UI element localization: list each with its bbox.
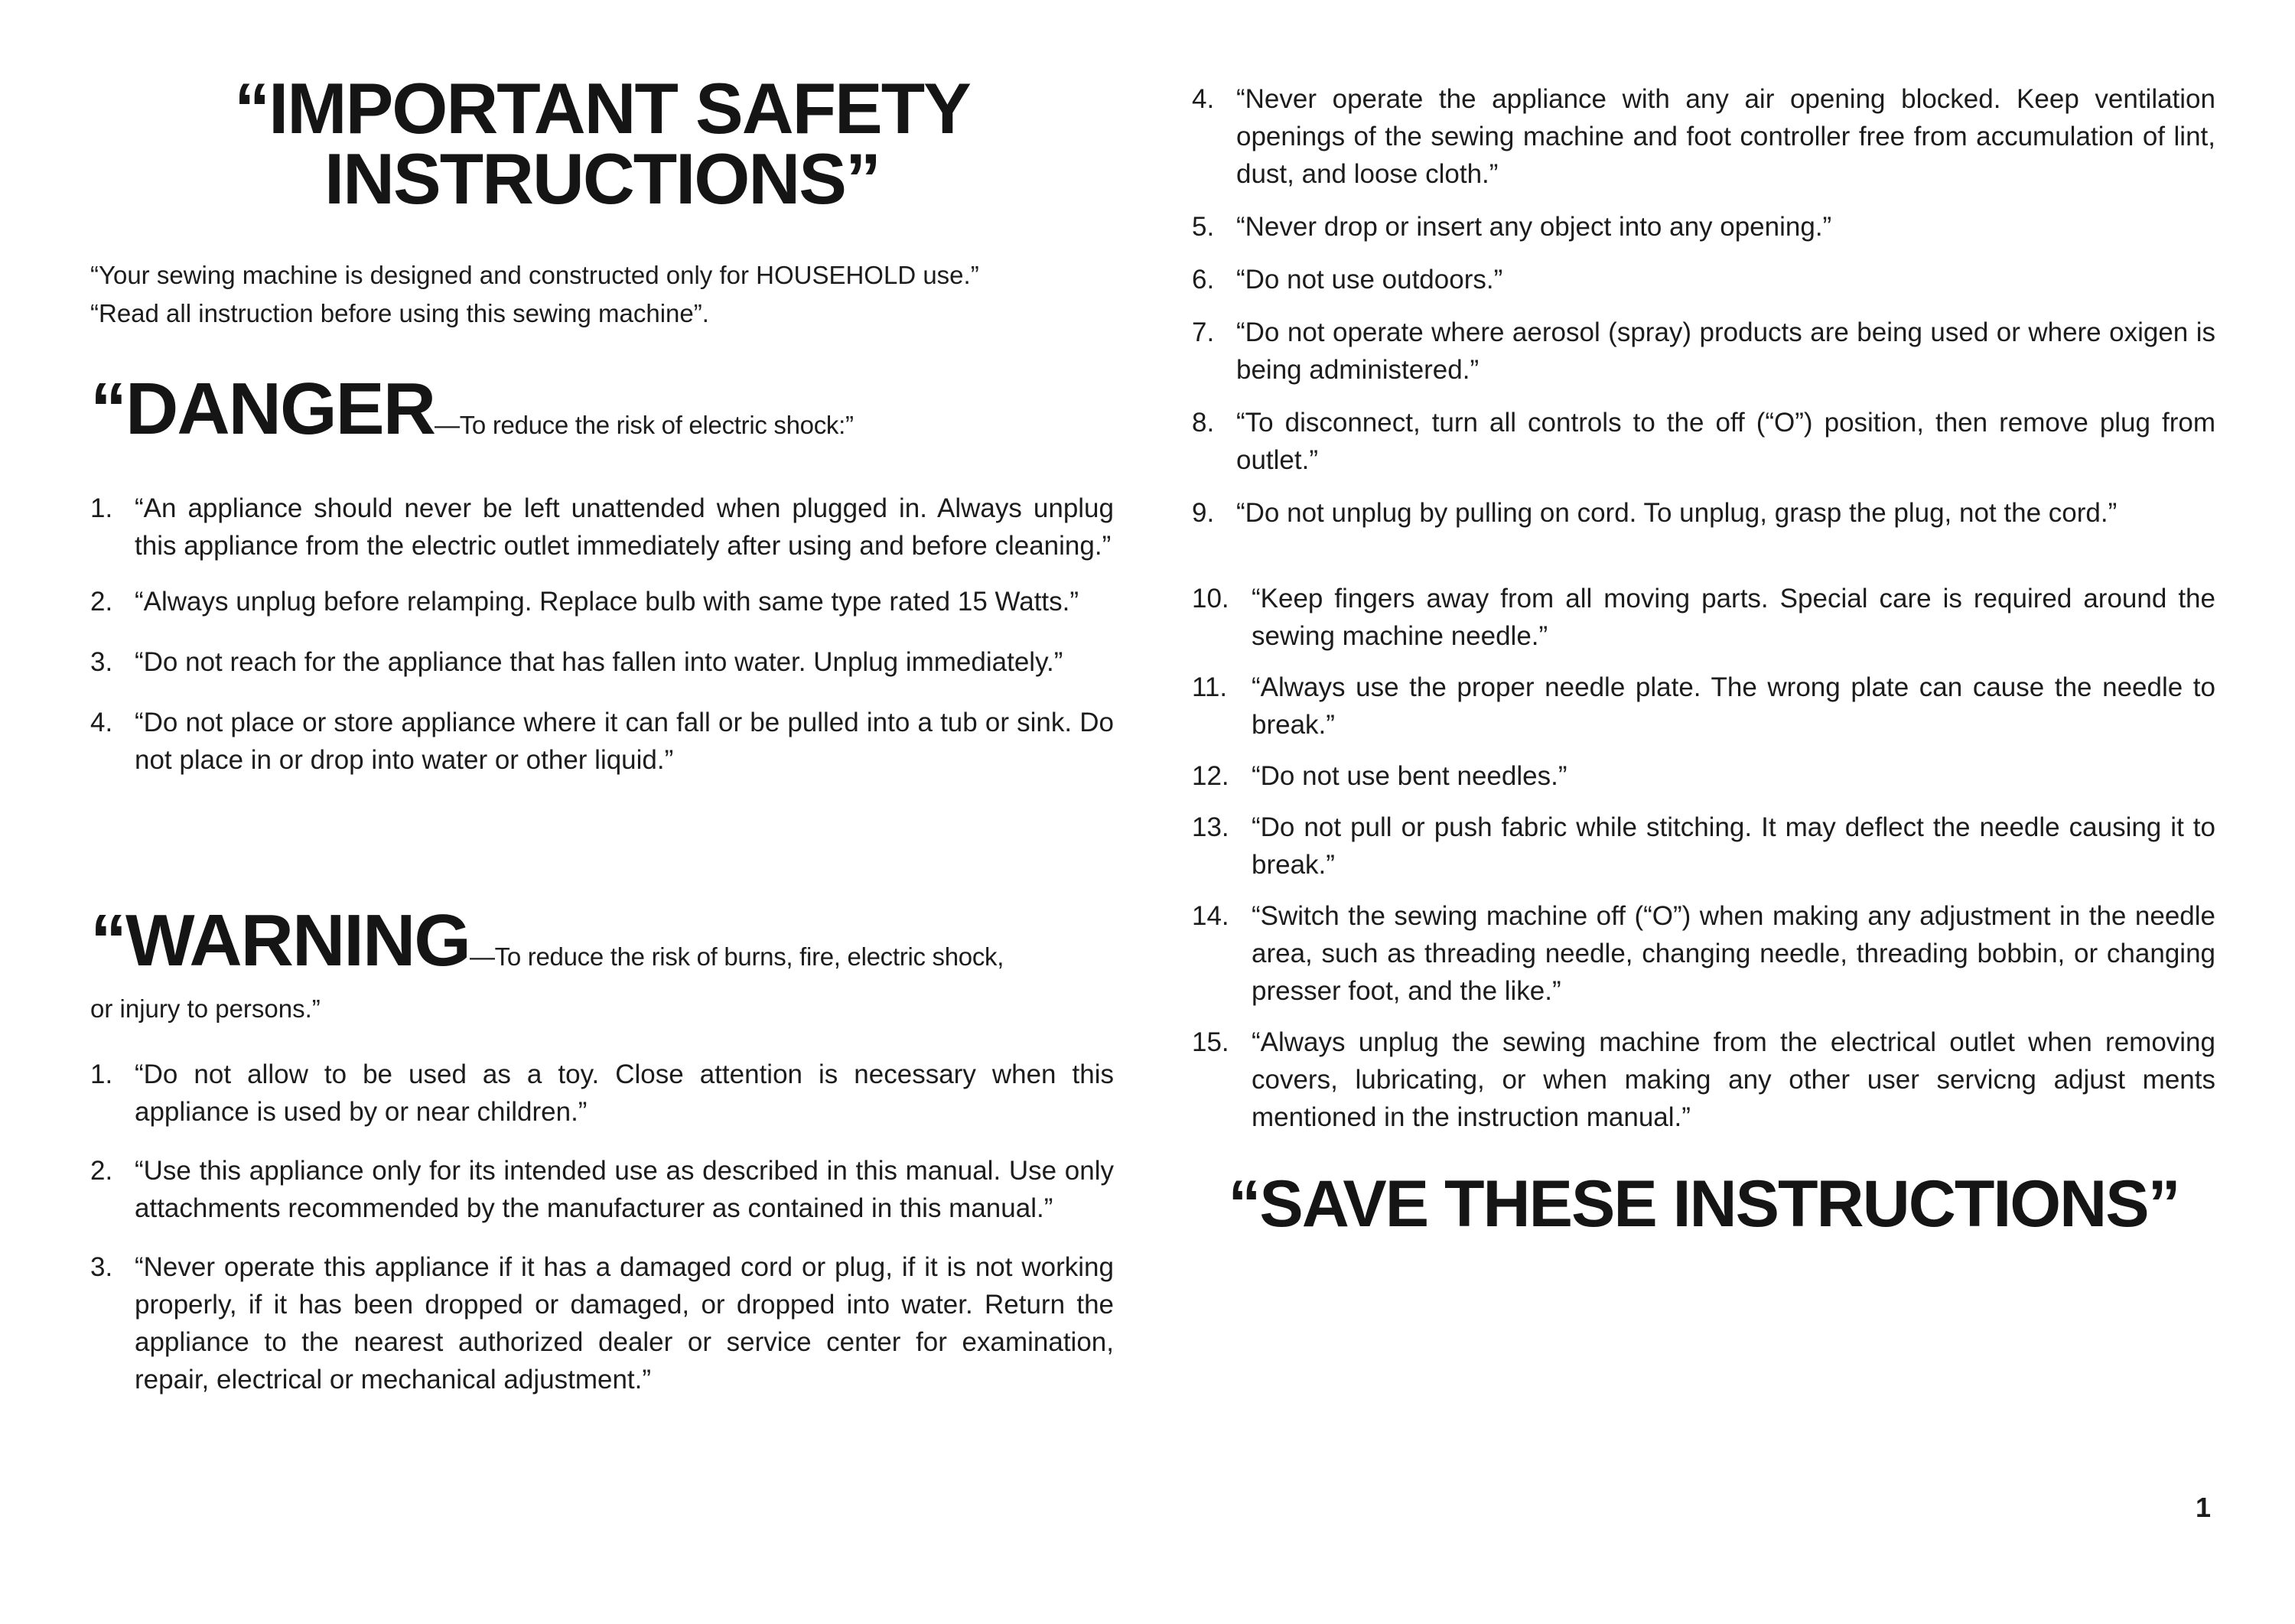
warning-list-left — [90, 1056, 1114, 1398]
list-item — [90, 490, 1114, 565]
list-item-number: 2. — [90, 1156, 113, 1186]
danger-list — [90, 490, 1114, 779]
list-item-text: “Do not use outdoors.” — [1236, 265, 1503, 295]
list-item-text: “Never operate this appliance if it has a damaged cord or plug, if it is not working properly, if it has been dropped or damaged, or dropped into water. Return the appliance to the nearest authorized dealer or service center for examination, repair, electrical or mechanical adjustment.” — [135, 1252, 1114, 1395]
list-item-text: “Switch the sewing machine off (“O”) when making any adjustment in the needle area, such as threading needle, changing needle, threading bobbin, or changing presser foot, and the like.” — [1252, 901, 2215, 1006]
warning-heading — [90, 899, 1004, 983]
list-item — [1192, 261, 2215, 298]
list-item — [1192, 80, 2215, 193]
list-item-text: “Do not use bent needles.” — [1252, 761, 1567, 791]
list-item-number: 3. — [90, 647, 113, 677]
page-title — [90, 68, 1114, 219]
save-instructions-heading: “SAVE THESE INSTRUCTIONS” — [1228, 1167, 2179, 1241]
list-item-number: 4. — [90, 708, 113, 737]
intro — [90, 256, 979, 333]
page-number: 1 — [2195, 1492, 2211, 1523]
list-item — [1192, 314, 2215, 389]
list-item-number: 7. — [1192, 317, 1215, 347]
list-item — [1192, 809, 2215, 884]
list-item-number: 5. — [1192, 212, 1215, 242]
warning-subheading: —To reduce the risk of burns, fire, electric shock, — [469, 942, 1004, 971]
list-item-number: 10. — [1192, 584, 1229, 613]
danger-subheading: —To reduce the risk of electric shock:” — [435, 411, 854, 439]
list-item-text: “Always use the proper needle plate. The wrong plate can cause the needle to break.” — [1252, 672, 2215, 740]
list-item-text: “Never operate the appliance with any air opening blocked. Keep ventilation openings of the sewing machine and foot controller free from accumulation of lint, dust, and loose cloth.” — [1236, 84, 2215, 189]
list-item-number: 9. — [1192, 498, 1215, 528]
list-item-text: “Never drop or insert any object into any opening.” — [1236, 212, 1832, 242]
list-item — [1192, 208, 2215, 246]
list-item — [1192, 897, 2215, 1010]
list-item-number: 8. — [1192, 408, 1215, 438]
list-item-text: “Do not pull or push fabric while stitching. It may deflect the needle causing it to break.” — [1252, 812, 2215, 880]
list-item-number: 15. — [1192, 1027, 1229, 1057]
list-item — [1192, 669, 2215, 744]
list-item-number: 1. — [90, 493, 113, 523]
list-item — [1192, 757, 2215, 795]
list-item-text: “Keep fingers away from all moving parts. Special care is required around the sewing machine needle.” — [1252, 584, 2215, 651]
list-item-text: “Always unplug the sewing machine from the electrical outlet when removing covers, lubricating, or when making any other user servicng adjust ments mentioned in the instruction manual.” — [1252, 1027, 2215, 1132]
warning-list-right-continued — [1192, 580, 2215, 1136]
list-item — [1192, 494, 2215, 532]
list-item — [90, 1056, 1114, 1131]
list-item — [90, 1152, 1114, 1227]
danger-heading-word: “DANGER — [90, 368, 435, 450]
list-item-number: 3. — [90, 1252, 113, 1282]
list-item-number: 2. — [90, 587, 113, 617]
list-item-text: “Do not reach for the appliance that has fallen into water. Unplug immediately.” — [135, 647, 1063, 677]
danger-heading — [90, 367, 854, 451]
list-item — [1192, 1024, 2215, 1136]
list-item-number: 11. — [1192, 672, 1228, 702]
warning-subheading-continuation: or injury to persons.” — [90, 994, 321, 1023]
list-item-text: “Use this appliance only for its intended use as described in this manual. Use only attachments recommended by the manufacturer as contained in this manual.” — [135, 1156, 1114, 1223]
list-item — [1192, 580, 2215, 655]
list-item-text: “Always unplug before relamping. Replace bulb with same type rated 15 Watts.” — [135, 587, 1079, 617]
list-item — [90, 643, 1114, 681]
intro-line-2: “Read all instruction before using this sewing machine”. — [90, 299, 709, 327]
list-item-text: “Do not unplug by pulling on cord. To unplug, grasp the plug, not the cord.” — [1236, 498, 2118, 528]
list-item-text: “To disconnect, turn all controls to the off (“O”) position, then remove plug from outlet.” — [1236, 408, 2215, 475]
list-item-number: 12. — [1192, 761, 1229, 791]
warning-heading-word: “WARNING — [90, 900, 470, 981]
page-title-text: “IMPORTANT SAFETY INSTRUCTIONS” — [234, 68, 970, 219]
list-item — [90, 1248, 1114, 1398]
list-item-text: “Do not operate where aerosol (spray) products are being used or where oxigen is being administered.” — [1236, 317, 2215, 385]
list-item — [90, 583, 1114, 620]
list-item-number: 4. — [1192, 84, 1215, 114]
list-item — [1192, 404, 2215, 479]
list-item-text: “An appliance should never be left unattended when plugged in. Always unplug this appliance from the electric outlet immediately after using and before cleaning.” — [135, 493, 1114, 561]
warning-list-right — [1192, 80, 2215, 547]
list-item-number: 14. — [1192, 901, 1229, 931]
list-item — [90, 704, 1114, 779]
list-item-number: 6. — [1192, 265, 1215, 295]
list-item-text: “Do not place or store appliance where it can fall or be pulled into a tub or sink. Do not place in or drop into water or other liquid.” — [135, 708, 1114, 775]
list-item-text: “Do not allow to be used as a toy. Close attention is necessary when this appliance is used by or near children.” — [135, 1059, 1114, 1127]
list-item-number: 13. — [1192, 812, 1229, 842]
intro-line-1: “Your sewing machine is designed and constructed only for HOUSEHOLD use.” — [90, 261, 979, 289]
list-item-number: 1. — [90, 1059, 113, 1089]
